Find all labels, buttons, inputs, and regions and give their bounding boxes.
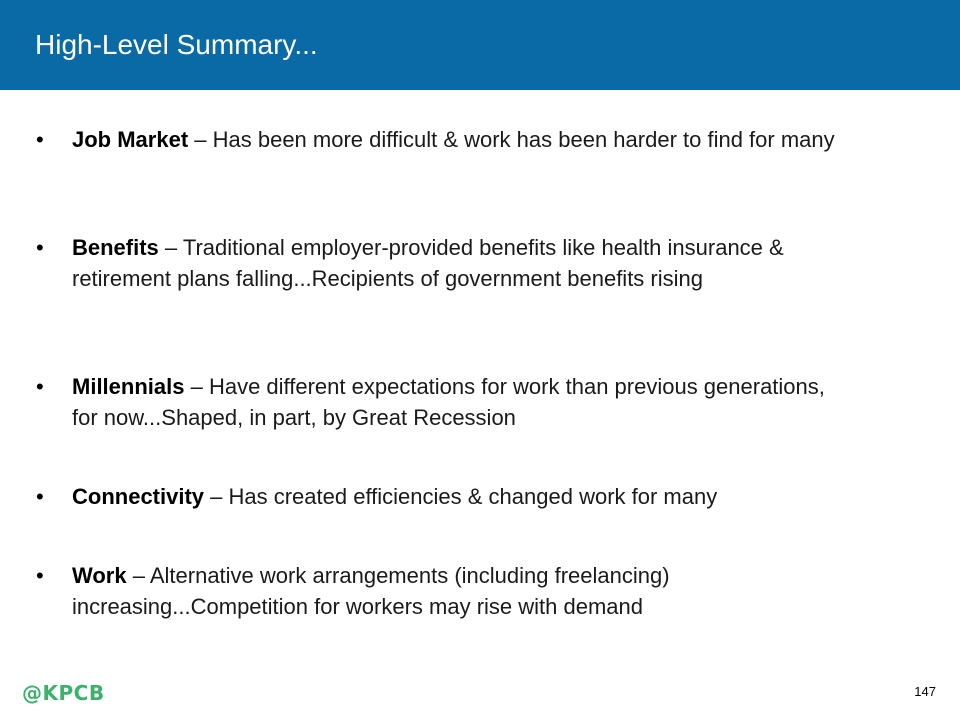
header-bar [0,0,960,90]
bullet-term: Benefits [72,235,159,260]
bullet-text [72,232,852,294]
bullet-term: Work [72,563,127,588]
bullet-icon: • [36,484,44,509]
bullet-icon: • [36,563,44,588]
bullet-term: Connectivity [72,484,205,509]
page-number: 147 [914,684,936,699]
bullet-text [72,371,852,433]
bullet-text [72,481,852,512]
bullet-description: – Traditional employer-provided benefits like health insurance & retirement plans falling...Recipients of government benefits rising [72,235,784,291]
bullet-term: Job Market [72,127,189,152]
slide-title: High-Level Summary... [35,29,318,60]
bullet-description: – Has created efficiencies & changed work for many [204,484,718,509]
bullet-icon: • [36,235,44,260]
bullet-icon: • [36,127,44,152]
kpcb-logo: @KPCB [22,681,105,705]
bullet-description: – Has been more difficult & work has been harder to find for many [188,127,835,152]
bullet-description: – Have different expectations for work than previous generations, for now...Shaped, in part, by Great Recession [72,374,825,430]
bullet-description: – Alternative work arrangements (including freelancing) increasing...Competition for workers may rise with demand [72,563,670,619]
bullet-text [72,124,852,155]
bullet-icon: • [36,374,44,399]
bullet-text [72,560,852,622]
bullet-term: Millennials [72,374,185,399]
